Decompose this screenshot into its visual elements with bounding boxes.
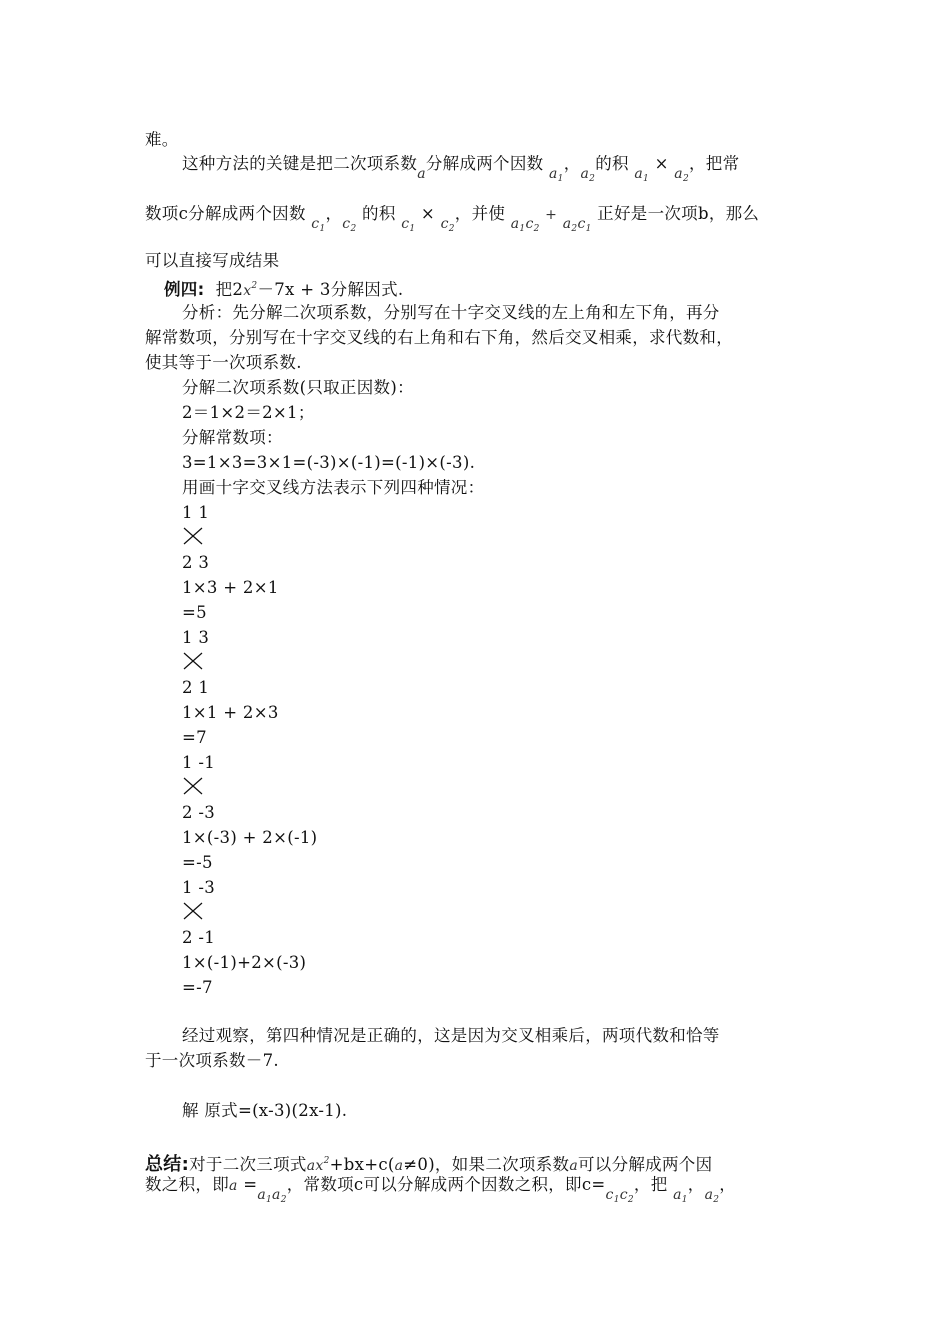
solution-line: 解 原式=(x-3)(2x-1). (182, 1101, 348, 1120)
observation-line: 经过观察，第四种情况是正确的，这是因为交叉相乘后，两项代数和恰等 (182, 1026, 720, 1045)
analysis-line: 解常数项，分别写在十字交叉线的右上角和右下角，然后交叉相乘，求代数和， (145, 328, 733, 347)
cross-result: =-7 (182, 978, 213, 997)
cross-lines-icon (182, 526, 204, 546)
text-line: 分解常数项： (182, 428, 283, 447)
cross-sum: 1×3 + 2×1 (182, 578, 279, 597)
analysis-line: 分析：先分解二次项系数，分别写在十字交叉线的左上角和左下角，再分 (182, 303, 720, 322)
cross-top: 1 1 (182, 503, 210, 522)
cross-bottom: 2 -1 (182, 928, 216, 947)
text-line-constant: 数项c分解成两个因数 $_{c_1}$，$_{c_2}$ 的积 $_{c_1}$ × $_{c_2}$，并使 $_{a_1c_2}$ + $_{a_2c_1}$ 正好是一次项b，那么 (145, 204, 760, 234)
summary-line: 总结:对于二次三项式$ax^2+bx+c(a\ne 0)$，如果二次项系数a可以分解成两个因 (145, 1154, 713, 1175)
observation-line: 于一次项系数－7. (145, 1051, 279, 1070)
cross-bottom: 2 -3 (182, 803, 216, 822)
cross-result: =5 (182, 603, 207, 622)
cross-top: 1 -3 (182, 878, 216, 897)
cross-bottom: 2 1 (182, 678, 210, 697)
text-line: 可以直接写成结果 (145, 251, 280, 270)
text-line: 2＝1×2＝2×1； (182, 403, 315, 422)
cross-result: =7 (182, 728, 207, 747)
example-four-title: 例四: 把$2x^2-7x + 3$分解因式. (164, 280, 404, 299)
cross-lines-icon (182, 901, 204, 921)
analysis-line: 使其等于一次项系数. (145, 353, 302, 372)
text-line: 用画十字交叉线方法表示下列四种情况： (182, 478, 485, 497)
text-line: 3=1×3=3×1=(-3)×(-1)=(-1)×(-3). (182, 453, 476, 472)
cross-sum: 1×1 + 2×3 (182, 703, 279, 722)
text-line-method: 这种方法的关键是把二次项系数$_a$分解成两个因数 $_{a_1}$，$_{a_2}$的积 $_{a_1}$ × $_{a_2}$，把常 (182, 154, 740, 184)
cross-sum: 1×(-3) + 2×(-1) (182, 828, 318, 847)
cross-bottom: 2 3 (182, 553, 210, 572)
cross-result: =-5 (182, 853, 213, 872)
text-line: 难。 (145, 130, 179, 149)
cross-top: 1 -1 (182, 753, 216, 772)
cross-lines-icon (182, 776, 204, 796)
cross-top: 1 3 (182, 628, 210, 647)
summary-line: 数之积，即$a =_{a_1a_2}$，常数项c可以分解成两个因数之积，即$c=_{c_1c_2}$，把 $_{a_1}$，$_{a_2}$， (145, 1175, 737, 1205)
text-line: 分解二次项系数(只取正因数)： (182, 378, 414, 397)
cross-lines-icon (182, 651, 204, 671)
cross-sum: 1×(-1)+2×(-3) (182, 953, 307, 972)
